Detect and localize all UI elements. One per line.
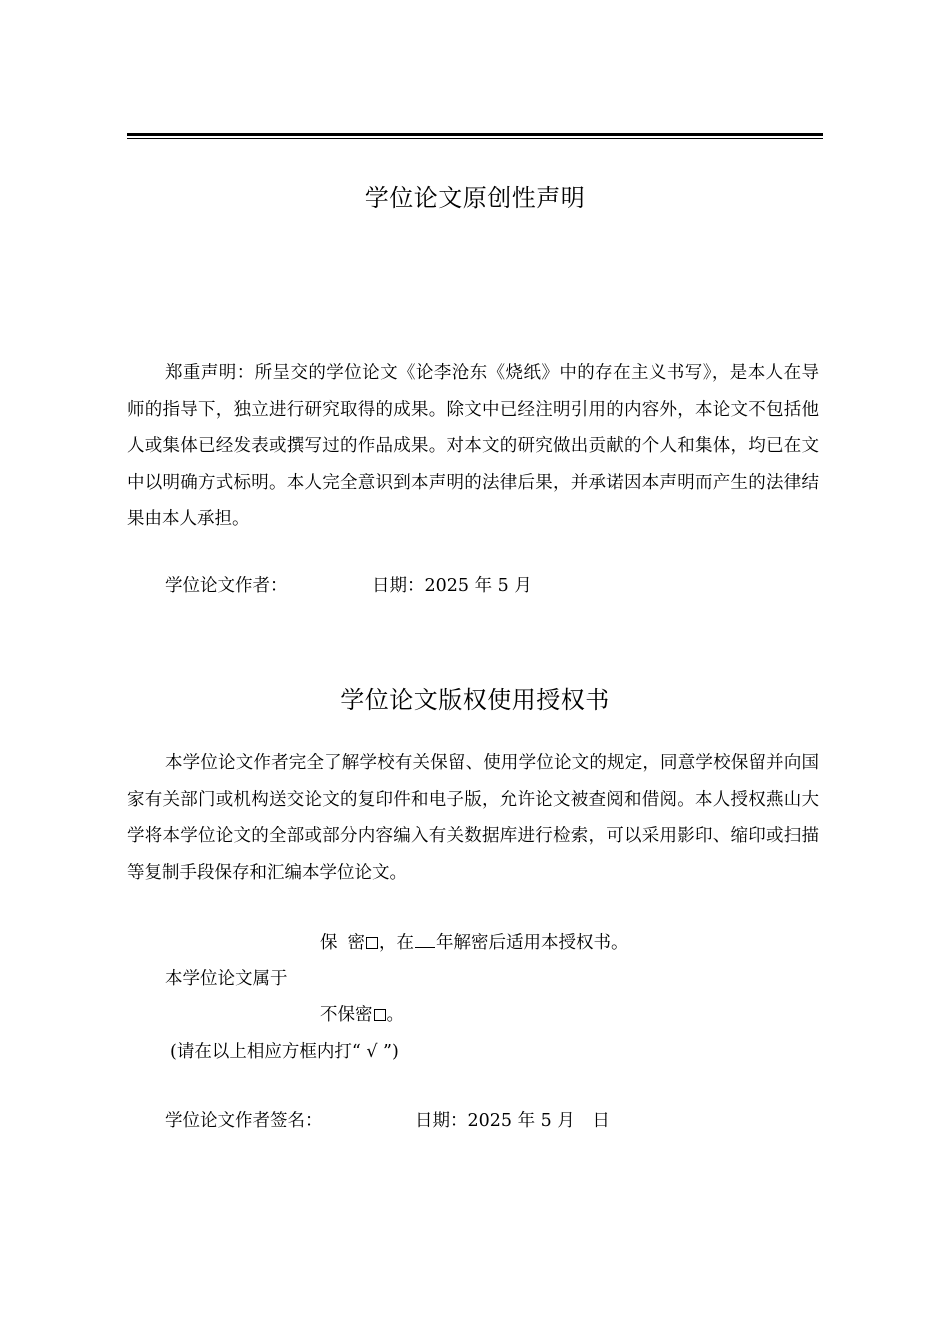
statement-title: 学位论文原创性声明 (364, 184, 586, 212)
checkbox-instruction-note: (请在以上相应方框内打“ √ ”) (170, 1042, 399, 1062)
statement-author-label: 学位论文作者： (165, 576, 288, 596)
header-rule-thick (127, 133, 823, 136)
belongs-label: 本学位论文属于 (165, 969, 288, 989)
nonsecret-option (320, 1003, 404, 1027)
nonsecret-suffix: 。 (386, 1005, 404, 1025)
statement-body: 郑重声明：所呈交的学位论文《论李沧东《烧纸》中的存在主义书写》，是本人在导师的指导下，独立进行研究取得的成果。除文中已经注明引用的内容外，本论文不包括他人或集体已经发表或撰写过的作品成果。对本文的研究做出贡献的个人和集体，均已在文中以明确方式标明。本人完全意识到本声明的法律后果，并承诺因本声明而产生的法律结果由本人承担。 (127, 363, 819, 529)
nonsecret-prefix: 不保密 (320, 1005, 373, 1025)
authorization-body: 本学位论文作者完全了解学校有关保留、使用学位论文的规定，同意学校保留并向国家有关部门或机构送交论文的复印件和电子版，允许论文被查阅和借阅。本人授权燕山大学将本学位论文的全部或部分内容编入有关数据库进行检索，可以采用影印、缩印或扫描等复制手段保存和汇编本学位论文。 (127, 753, 819, 883)
secret-checkbox[interactable] (366, 937, 378, 949)
statement-date: 日期：2025 年 5 月 (372, 576, 532, 596)
nonsecret-checkbox[interactable] (374, 1009, 386, 1021)
declassify-year-blank[interactable] (415, 931, 435, 948)
header-rule-thin (127, 138, 823, 139)
signature-label: 学位论文作者签名： (165, 1111, 323, 1131)
secret-middle: ，在 (379, 933, 414, 953)
secret-option (320, 931, 629, 955)
signature-date: 日期：2025 年 5 月 日 (415, 1111, 610, 1131)
secret-suffix: 年解密后适用本授权书。 (436, 933, 629, 953)
secret-prefix-2: 密 (347, 933, 365, 953)
authorization-title: 学位论文版权使用授权书 (340, 686, 610, 714)
secret-prefix-1: 保 (320, 933, 338, 953)
